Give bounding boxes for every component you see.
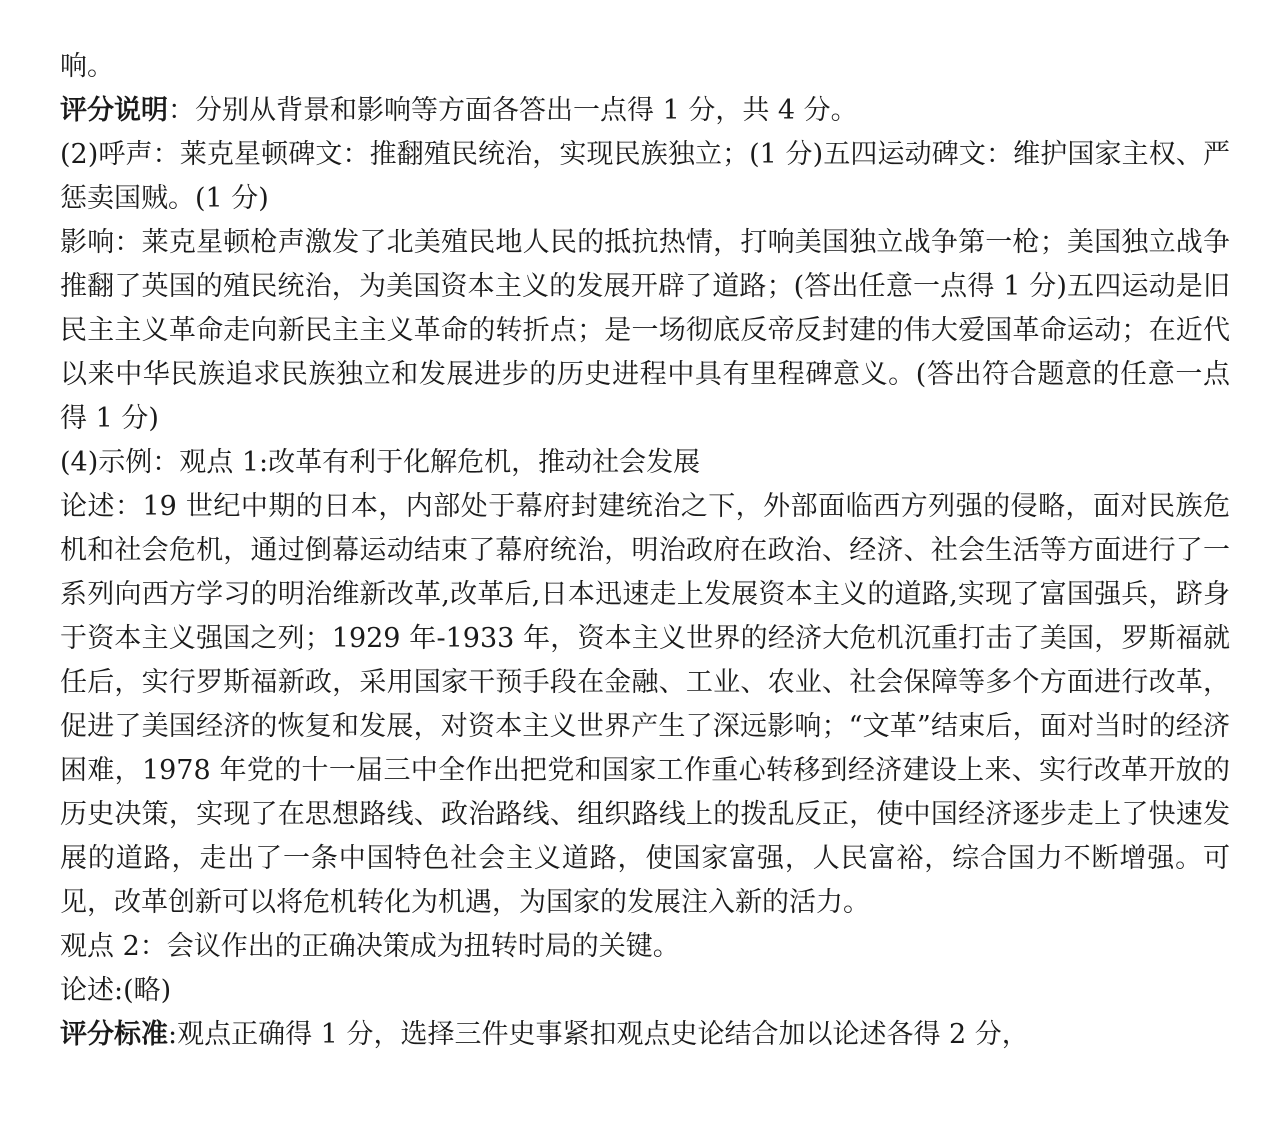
paragraph-text: 论述:(略) — [60, 975, 172, 1006]
paragraph-text: (2)呼声：莱克星顿碑文：推翻殖民统治，实现民族独立；(1 分)五四运动碑文：维护国家主权、严惩卖国贼。(1 分) — [60, 139, 1230, 214]
paragraph-impact — [60, 221, 1230, 441]
scoring-note-heading: 评分说明 — [60, 95, 168, 126]
paragraph-scoring-standard — [60, 1013, 1230, 1057]
paragraph-text: (4)示例：观点 1:改革有利于化解危机，推动社会发展 — [60, 447, 701, 478]
paragraph-intro-fragment — [60, 45, 1230, 89]
paragraph-text: 响。 — [60, 51, 114, 82]
paragraph-text: 影响：莱克星顿枪声激发了北美殖民地人民的抵抗热情，打响美国独立战争第一枪；美国独立战争推翻了英国的殖民统治，为美国资本主义的发展开辟了道路；(答出任意一点得 1 分)五四运动是旧民主主义革命走向新民主主义革命的转折点；是一场彻底反帝反封建的伟大爱国革命运动；在近代以来中华民族追求民族独立和发展进步的历史进程中具有里程碑意义。(答出符合题意的任意一点得 1 分) — [60, 227, 1230, 434]
paragraph-slogans — [60, 133, 1230, 221]
paragraph-example-viewpoint-1 — [60, 441, 1230, 485]
paragraph-text: 观点 2：会议作出的正确决策成为扭转时局的关键。 — [60, 931, 680, 962]
paragraph-text: ：分别从背景和影响等方面各答出一点得 1 分，共 4 分。 — [168, 95, 858, 126]
paragraph-text: :观点正确得 1 分，选择三件史事紧扣观点史论结合加以论述各得 2 分， — [168, 1019, 1029, 1050]
paragraph-viewpoint-2 — [60, 925, 1230, 969]
scoring-standard-heading: 评分标准 — [60, 1019, 168, 1050]
document-body — [60, 45, 1230, 1057]
paragraph-text: 论述：19 世纪中期的日本，内部处于幕府封建统治之下，外部面临西方列强的侵略，面对民族危机和社会危机，通过倒幕运动结束了幕府统治，明治政府在政治、经济、社会生活等方面进行了一系列向西方学习的明治维新改革,改革后,日本迅速走上发展资本主义的道路,实现了富国强兵，跻身于资本主义强国之列；1929 年-1933 年，资本主义世界的经济大危机沉重打击了美国，罗斯福就任后，实行罗斯福新政，采用国家干预手段在金融、工业、农业、社会保障等多个方面进行改革，促进了美国经济的恢复和发展，对资本主义世界产生了深远影响；“文革”结束后，面对当时的经济困难，1978 年党的十一届三中全作出把党和国家工作重心转移到经济建设上来、实行改革开放的历史决策，实现了在思想路线、政治路线、组织路线上的拨乱反正，使中国经济逐步走上了快速发展的道路，走出了一条中国特色社会主义道路，使国家富强，人民富裕，综合国力不断增强。可见，改革创新可以将危机转化为机遇，为国家的发展注入新的活力。 — [60, 491, 1230, 918]
paragraph-scoring-note — [60, 89, 1230, 133]
paragraph-argument-1 — [60, 485, 1230, 925]
paragraph-argument-2 — [60, 969, 1230, 1013]
